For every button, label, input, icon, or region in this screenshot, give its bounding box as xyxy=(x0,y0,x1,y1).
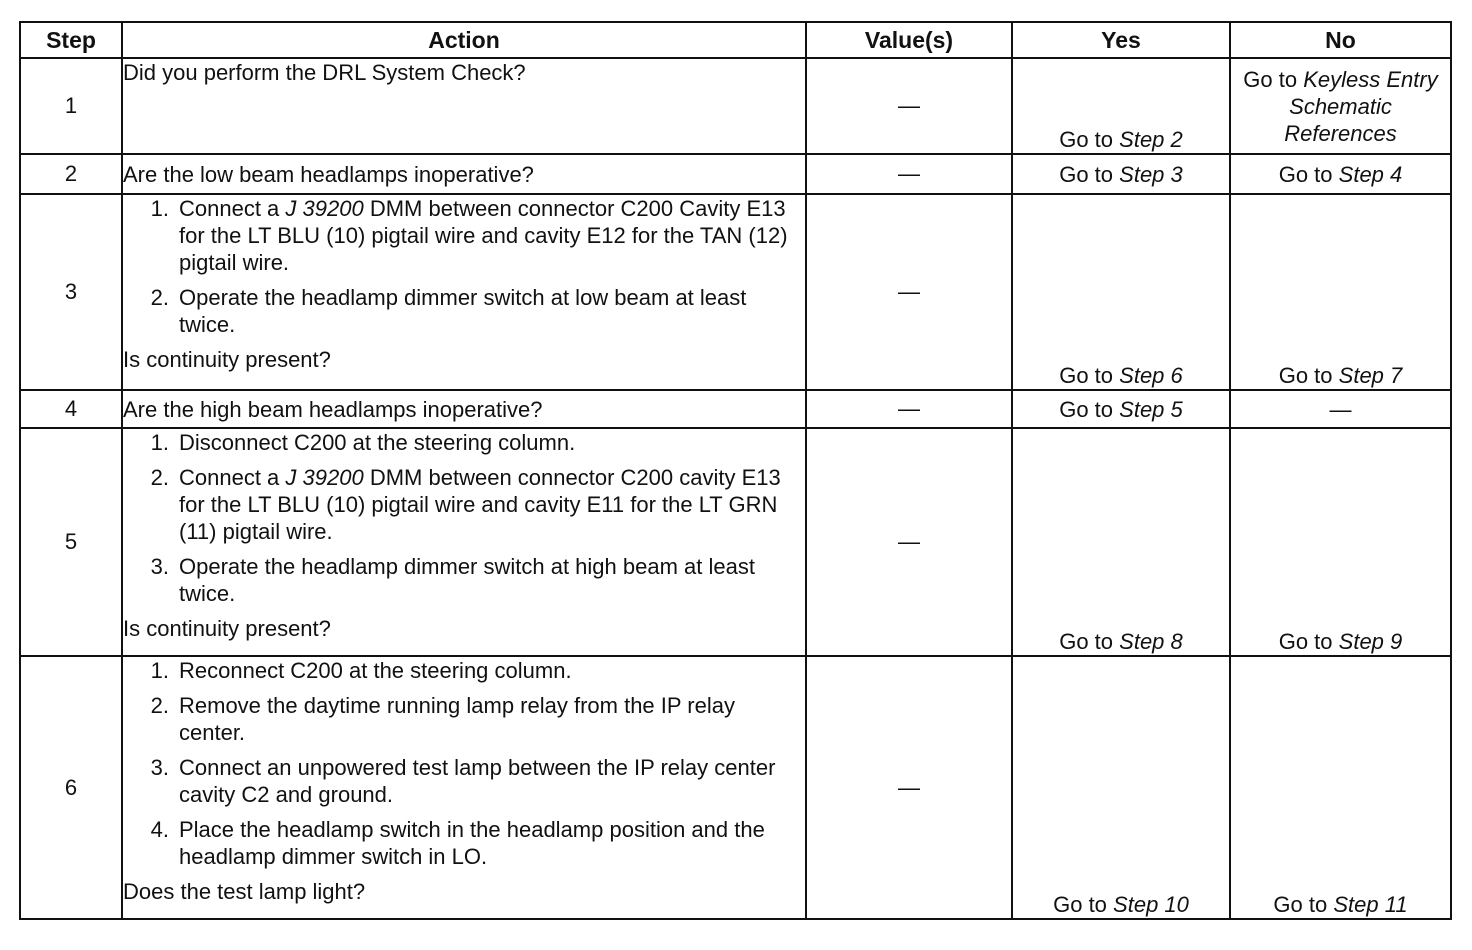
yes-prefix: Go to xyxy=(1059,127,1114,152)
item-number: 2. xyxy=(150,285,169,310)
item-text: Place the headlamp switch in the headlamp position and the headlamp dimmer switch in LO. xyxy=(179,817,765,869)
value-cell: — xyxy=(806,390,1012,428)
item-post: DMM between connector C200 Cavity E13 for the LT BLU (10) pigtail wire and cavity E12 for the TAN (12) pigtail wire. xyxy=(179,196,788,275)
step-number: 2 xyxy=(20,154,122,194)
action-question: Are the high beam headlamps inoperative? xyxy=(123,396,543,422)
yes-prefix: Go to xyxy=(1059,363,1114,388)
item-number: 2. xyxy=(150,693,169,718)
item-text: Disconnect C200 at the steering column. xyxy=(179,430,576,455)
table-row xyxy=(20,194,1451,390)
yes-ref: Step 2 xyxy=(1119,127,1183,152)
action-cell xyxy=(122,194,806,390)
item-number: 4. xyxy=(150,817,169,842)
item-pre: Connect a xyxy=(179,465,280,490)
action-cell xyxy=(122,58,806,154)
value-cell: — xyxy=(806,58,1012,154)
yes-cell xyxy=(1012,194,1230,390)
action-steps xyxy=(123,429,805,607)
list-item xyxy=(123,464,805,545)
yes-ref: Step 10 xyxy=(1113,892,1189,917)
action-steps xyxy=(123,195,805,338)
action-question: Is continuity present? xyxy=(123,347,331,372)
value-cell: — xyxy=(806,154,1012,194)
no-ref: Step 7 xyxy=(1338,363,1403,388)
action-cell xyxy=(122,428,806,656)
no-prefix: Go to xyxy=(1243,66,1298,92)
action-cell xyxy=(122,154,806,194)
list-item xyxy=(123,754,805,808)
yes-cell xyxy=(1012,58,1230,154)
header-step: Step xyxy=(20,22,122,58)
item-text xyxy=(179,195,805,276)
item-text xyxy=(179,464,805,545)
item-text: Remove the daytime running lamp relay from the IP relay center. xyxy=(179,693,735,745)
yes-prefix: Go to xyxy=(1059,396,1114,422)
item-number: 1. xyxy=(150,430,169,455)
no-ref: Step 4 xyxy=(1338,161,1403,187)
item-pre: Connect a xyxy=(179,196,280,221)
list-item xyxy=(123,692,805,746)
value-cell: — xyxy=(806,428,1012,656)
table-row xyxy=(20,390,1451,428)
step-number: 6 xyxy=(20,656,122,919)
item-text: Operate the headlamp dimmer switch at high beam at least twice. xyxy=(179,554,755,606)
no-prefix: Go to xyxy=(1273,892,1328,917)
item-text: Reconnect C200 at the steering column. xyxy=(179,658,572,683)
list-item xyxy=(123,553,805,607)
no-prefix: Go to xyxy=(1278,161,1333,187)
yes-prefix: Go to xyxy=(1053,892,1107,917)
header-row xyxy=(20,22,1451,58)
table-row xyxy=(20,656,1451,919)
yes-cell xyxy=(1012,428,1230,656)
list-item xyxy=(123,816,805,870)
yes-ref: Step 3 xyxy=(1119,161,1183,187)
header-values: Value(s) xyxy=(806,22,1012,58)
value-cell: — xyxy=(806,194,1012,390)
header-yes: Yes xyxy=(1012,22,1230,58)
header-no: No xyxy=(1230,22,1451,58)
item-number: 1. xyxy=(150,658,169,683)
no-cell xyxy=(1230,428,1451,656)
header-action: Action xyxy=(122,22,806,58)
item-number: 2. xyxy=(150,465,169,490)
no-cell xyxy=(1230,656,1451,919)
item-number: 1. xyxy=(150,196,169,221)
table-row xyxy=(20,58,1451,154)
yes-prefix: Go to xyxy=(1059,161,1114,187)
no-ref: Keyless Entry Schematic References xyxy=(1284,66,1438,146)
diagnostic-table xyxy=(19,21,1452,920)
action-question: Is continuity present? xyxy=(123,616,331,641)
item-post: DMM between connector C200 cavity E13 for the LT BLU (10) pigtail wire and cavity E11 for the LT GRN (11) pigtail wire. xyxy=(179,465,781,544)
no-prefix: Go to xyxy=(1278,363,1333,388)
step-number: 5 xyxy=(20,428,122,656)
yes-ref: Step 5 xyxy=(1119,396,1183,422)
item-ref: J 39200 xyxy=(285,465,364,490)
item-ref: J 39200 xyxy=(285,196,364,221)
action-cell xyxy=(122,390,806,428)
item-text: Operate the headlamp dimmer switch at low beam at least twice. xyxy=(179,285,747,337)
action-cell xyxy=(122,656,806,919)
list-item xyxy=(123,657,805,684)
no-prefix: Go to xyxy=(1278,629,1333,654)
value-cell: — xyxy=(806,656,1012,919)
step-number: 1 xyxy=(20,58,122,154)
no-ref: Step 9 xyxy=(1338,629,1403,654)
step-number: 3 xyxy=(20,194,122,390)
action-question: Are the low beam headlamps inoperative? xyxy=(123,161,534,187)
list-item xyxy=(123,195,805,276)
list-item xyxy=(123,284,805,338)
action-steps xyxy=(123,657,805,870)
yes-ref: Step 8 xyxy=(1119,629,1183,654)
yes-prefix: Go to xyxy=(1059,629,1114,654)
yes-cell xyxy=(1012,390,1230,428)
table-row xyxy=(20,428,1451,656)
no-cell xyxy=(1230,154,1451,194)
list-item xyxy=(123,429,805,456)
item-text: Connect an unpowered test lamp between the IP relay center cavity C2 and ground. xyxy=(179,755,776,807)
table-row xyxy=(20,154,1451,194)
item-number: 3. xyxy=(150,755,169,780)
step-number: 4 xyxy=(20,390,122,428)
action-question: Does the test lamp light? xyxy=(123,879,366,904)
yes-ref: Step 6 xyxy=(1119,363,1183,388)
no-cell: — xyxy=(1230,390,1451,428)
yes-cell xyxy=(1012,154,1230,194)
no-ref: Step 11 xyxy=(1333,892,1408,917)
yes-cell xyxy=(1012,656,1230,919)
action-question: Did you perform the DRL System Check? xyxy=(123,60,526,85)
no-cell xyxy=(1230,194,1451,390)
no-cell xyxy=(1230,58,1451,154)
item-number: 3. xyxy=(150,554,169,579)
